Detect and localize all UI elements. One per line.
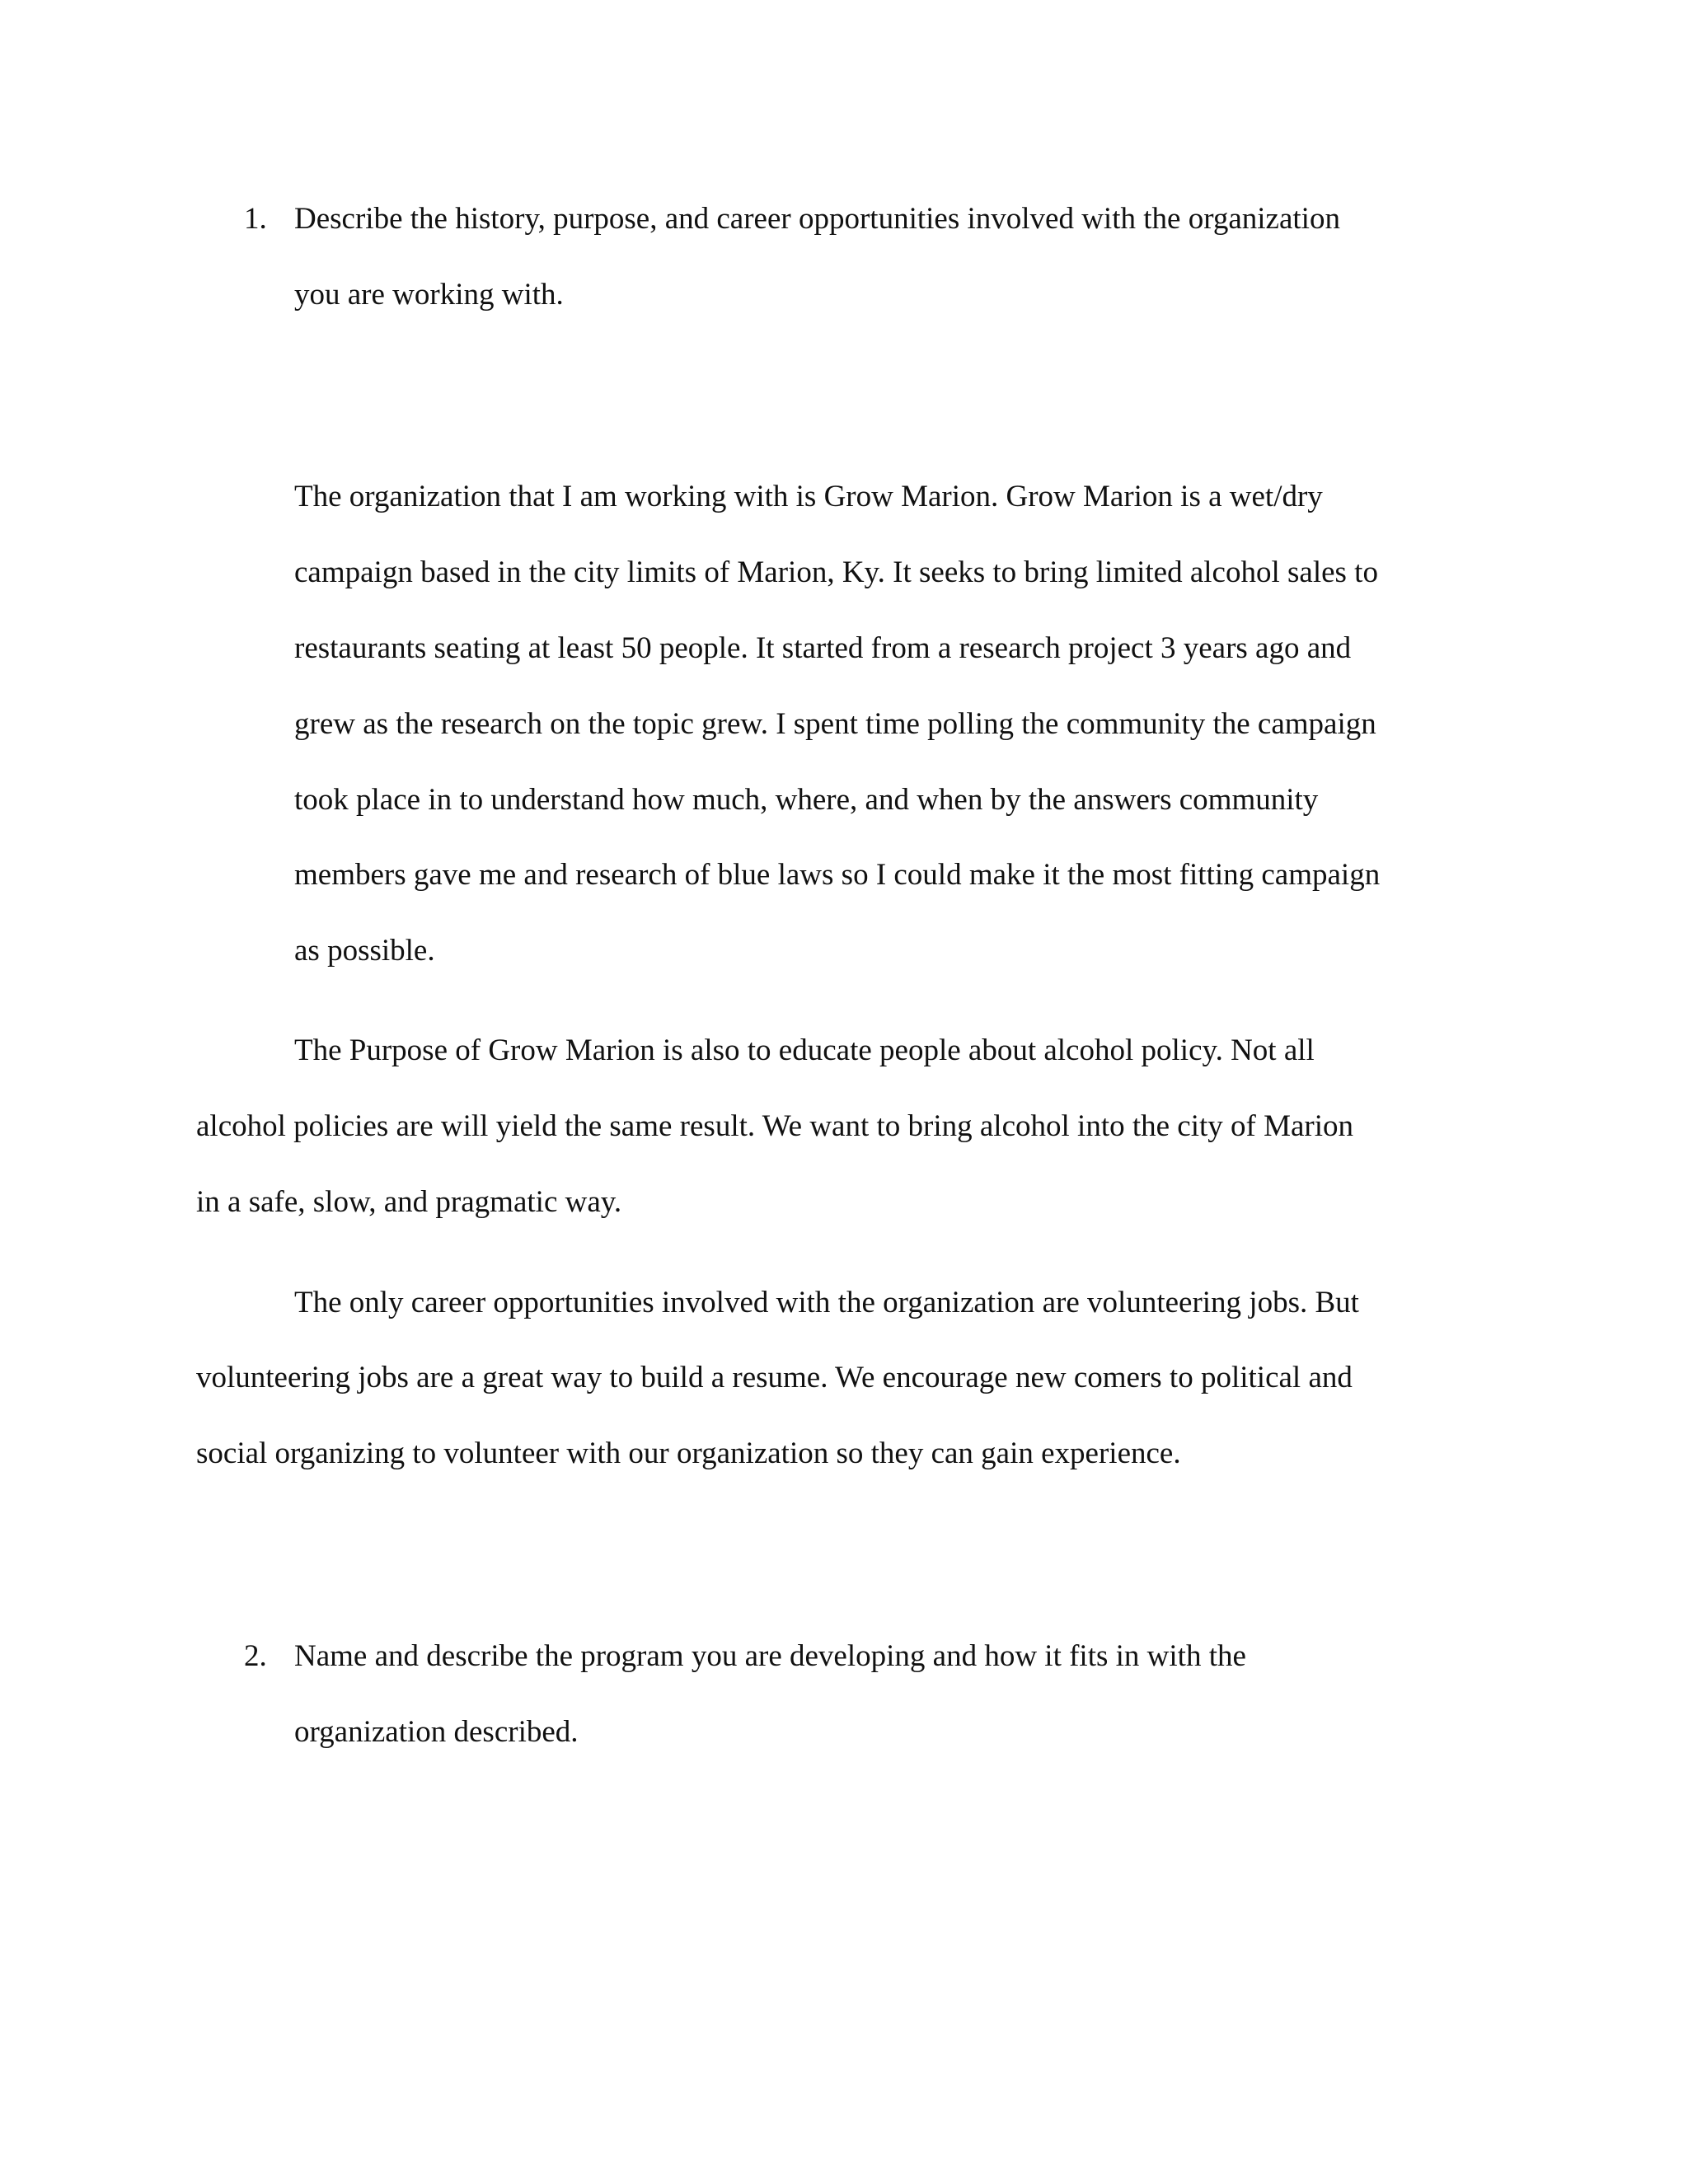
paragraph-1-line-1: The organization that I am working with is Grow Marion. Grow Marion is a wet/dry — [294, 480, 1323, 513]
paragraph-3-line-2: volunteering jobs are a great way to build a resume. We encourage new comers to political and — [196, 1361, 1353, 1394]
question-2-line-2: organization described. — [294, 1715, 579, 1749]
paragraph-2-line-3: in a safe, slow, and pragmatic way. — [196, 1185, 622, 1219]
question-2-line-1: Name and describe the program you are developing and how it fits in with the — [294, 1639, 1246, 1673]
paragraph-1-line-4: grew as the research on the topic grew. I spent time polling the community the campaign — [294, 707, 1376, 741]
question-1-number: 1. — [244, 202, 267, 236]
question-1-line-1: Describe the history, purpose, and career opportunities involved with the organization — [294, 202, 1340, 236]
paragraph-1-line-2: campaign based in the city limits of Marion, Ky. It seeks to bring limited alcohol sales to — [294, 555, 1378, 589]
paragraph-1-line-6: members gave me and research of blue laws so I could make it the most fitting campaign — [294, 858, 1381, 892]
paragraph-1-line-3: restaurants seating at least 50 people. It started from a research project 3 years ago and — [294, 631, 1352, 665]
paragraph-1-line-7: as possible. — [294, 934, 435, 968]
paragraph-3-line-1: The only career opportunities involved with the organization are volunteering jobs. But — [294, 1286, 1359, 1319]
paragraph-3-line-3: social organizing to volunteer with our organization so they can gain experience. — [196, 1436, 1181, 1470]
question-2-number: 2. — [244, 1639, 267, 1673]
paragraph-1-line-5: took place in to understand how much, where, and when by the answers community — [294, 783, 1319, 817]
paragraph-2-line-1: The Purpose of Grow Marion is also to educate people about alcohol policy. Not all — [294, 1033, 1315, 1067]
question-1-line-2: you are working with. — [294, 278, 564, 312]
paragraph-2-line-2: alcohol policies are will yield the same result. We want to bring alcohol into the city of Marion — [196, 1109, 1354, 1143]
